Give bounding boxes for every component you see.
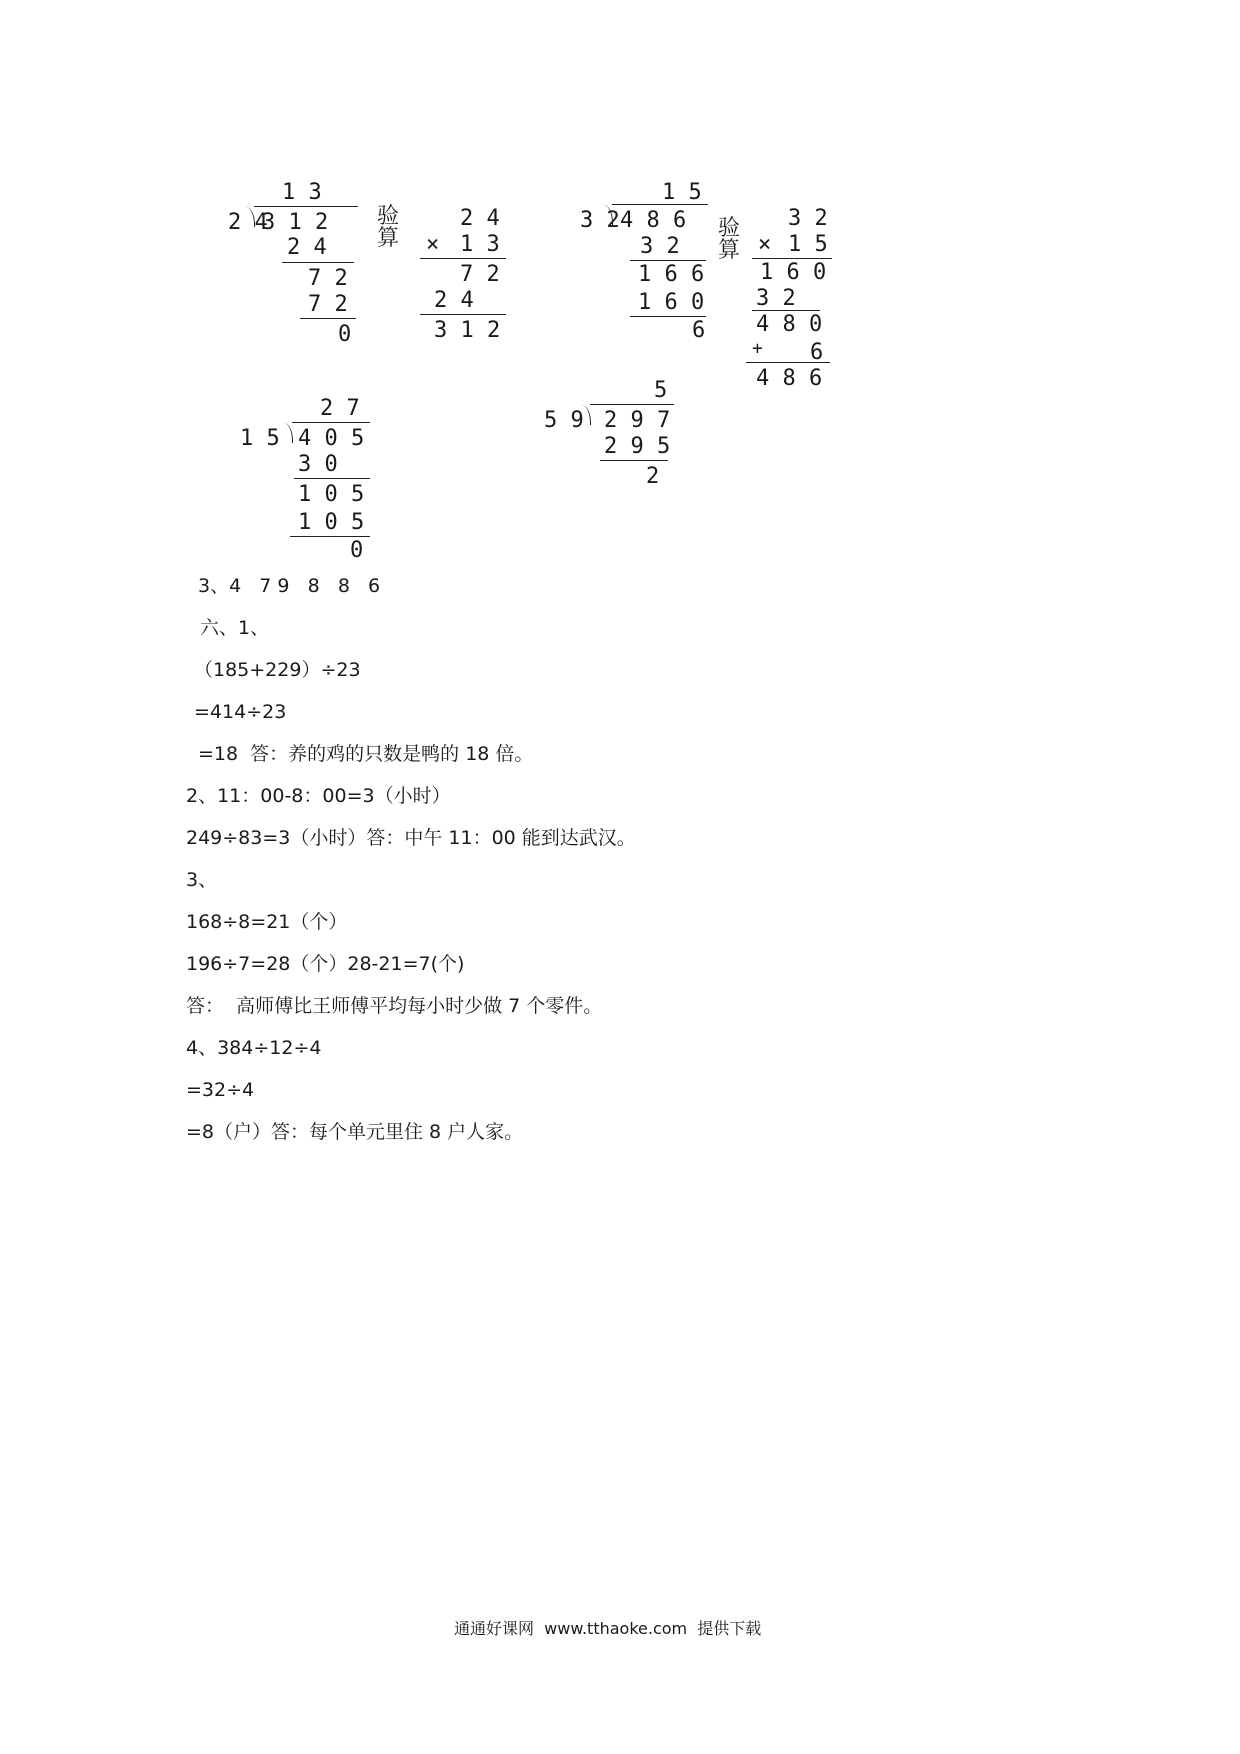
quotient: 1 5 xyxy=(662,180,702,205)
dividend: 2 9 7 xyxy=(604,408,671,433)
partial-product: 2 4 xyxy=(434,288,474,313)
multiply-sign: × xyxy=(758,232,772,257)
divisor: 3 2 xyxy=(580,208,620,233)
divisor: 2 4 xyxy=(228,210,268,235)
subtract-step: 2 9 5 xyxy=(604,434,671,459)
rule xyxy=(630,316,706,317)
subtract-step: 3 0 xyxy=(298,452,338,477)
dividend: 4 8 6 xyxy=(620,208,687,233)
partial-product: 7 2 xyxy=(460,262,500,287)
divisor: 1 5 xyxy=(240,426,280,451)
text-line: =8（户）答：每个单元里住 8 户人家。 xyxy=(186,1121,524,1143)
rule xyxy=(420,258,506,259)
subtract-step: 2 4 xyxy=(287,235,327,260)
check-label: 验算 xyxy=(718,216,741,263)
final-remainder: 6 xyxy=(692,318,706,343)
text-line: 2、11：00-8：00=3（小时） xyxy=(186,785,451,807)
sum: 4 8 6 xyxy=(756,366,823,391)
division-bracket xyxy=(284,423,293,443)
rule xyxy=(282,262,354,263)
multiplicand: 3 2 xyxy=(788,206,828,231)
rule xyxy=(630,260,706,261)
check-label: 验算 xyxy=(377,204,400,251)
text-line: 3、4 7 9 8 8 6 xyxy=(198,575,381,597)
rule xyxy=(600,460,668,461)
text-line: （185+229）÷23 xyxy=(194,659,361,681)
remainder-step: 7 2 xyxy=(308,266,348,291)
multiplier: 1 5 xyxy=(788,232,828,257)
remainder-step: 1 6 6 xyxy=(638,262,705,287)
text-line: =32÷4 xyxy=(186,1079,255,1101)
plus-sign: + xyxy=(752,338,763,359)
product: 3 1 2 xyxy=(434,318,501,343)
rule xyxy=(752,310,820,311)
division-bar xyxy=(254,206,358,207)
remainder-step: 1 0 5 xyxy=(298,482,365,507)
subtotal: 4 8 0 xyxy=(756,312,823,337)
division-bar xyxy=(590,404,674,405)
text-line: 答： 高师傅比王师傅平均每小时少做 7 个零件。 xyxy=(186,995,603,1017)
quotient: 1 3 xyxy=(282,180,322,205)
text-line: 249÷83=3（小时）答：中午 11：00 能到达武汉。 xyxy=(186,827,636,849)
footer-credit: 通通好课网 www.tthaoke.com 提供下载 xyxy=(454,1619,762,1638)
quotient: 2 7 xyxy=(320,396,360,421)
text-line: 3、 xyxy=(186,869,218,891)
divisor: 5 9 xyxy=(544,408,584,433)
subtract-step: 7 2 xyxy=(308,292,348,317)
multiplier: 1 3 xyxy=(460,232,500,257)
rule xyxy=(752,258,832,259)
text-line: 六、1、 xyxy=(200,617,270,639)
text-line: =18 答：养的鸡的只数是鸭的 18 倍。 xyxy=(198,743,534,765)
text-line: 196÷7=28（个）28-21=7(个) xyxy=(186,953,465,975)
division-bar xyxy=(612,204,708,205)
rule xyxy=(290,536,370,537)
rule xyxy=(294,478,370,479)
text-line: 168÷8=21（个） xyxy=(186,911,348,933)
multiply-sign: × xyxy=(426,232,440,257)
partial-product: 1 6 0 xyxy=(760,260,827,285)
quotient: 5 xyxy=(654,378,668,403)
final-remainder: 2 xyxy=(646,464,660,489)
text-line: =414÷23 xyxy=(194,701,287,723)
rule xyxy=(420,314,506,315)
rule xyxy=(746,362,830,363)
multiplicand: 2 4 xyxy=(460,206,500,231)
division-bar xyxy=(292,422,370,423)
final-remainder: 0 xyxy=(350,538,364,563)
subtract-step: 3 2 xyxy=(640,234,680,259)
subtract-step: 1 6 0 xyxy=(638,290,705,315)
addend: 6 xyxy=(810,340,824,365)
subtract-step: 1 0 5 xyxy=(298,510,365,535)
text-line: 4、384÷12÷4 xyxy=(186,1037,322,1059)
partial-product: 3 2 xyxy=(756,286,796,311)
dividend: 4 0 5 xyxy=(298,426,365,451)
dividend: 3 1 2 xyxy=(262,210,329,235)
division-bracket xyxy=(582,405,591,425)
final-remainder: 0 xyxy=(338,322,352,347)
rule xyxy=(300,318,356,319)
